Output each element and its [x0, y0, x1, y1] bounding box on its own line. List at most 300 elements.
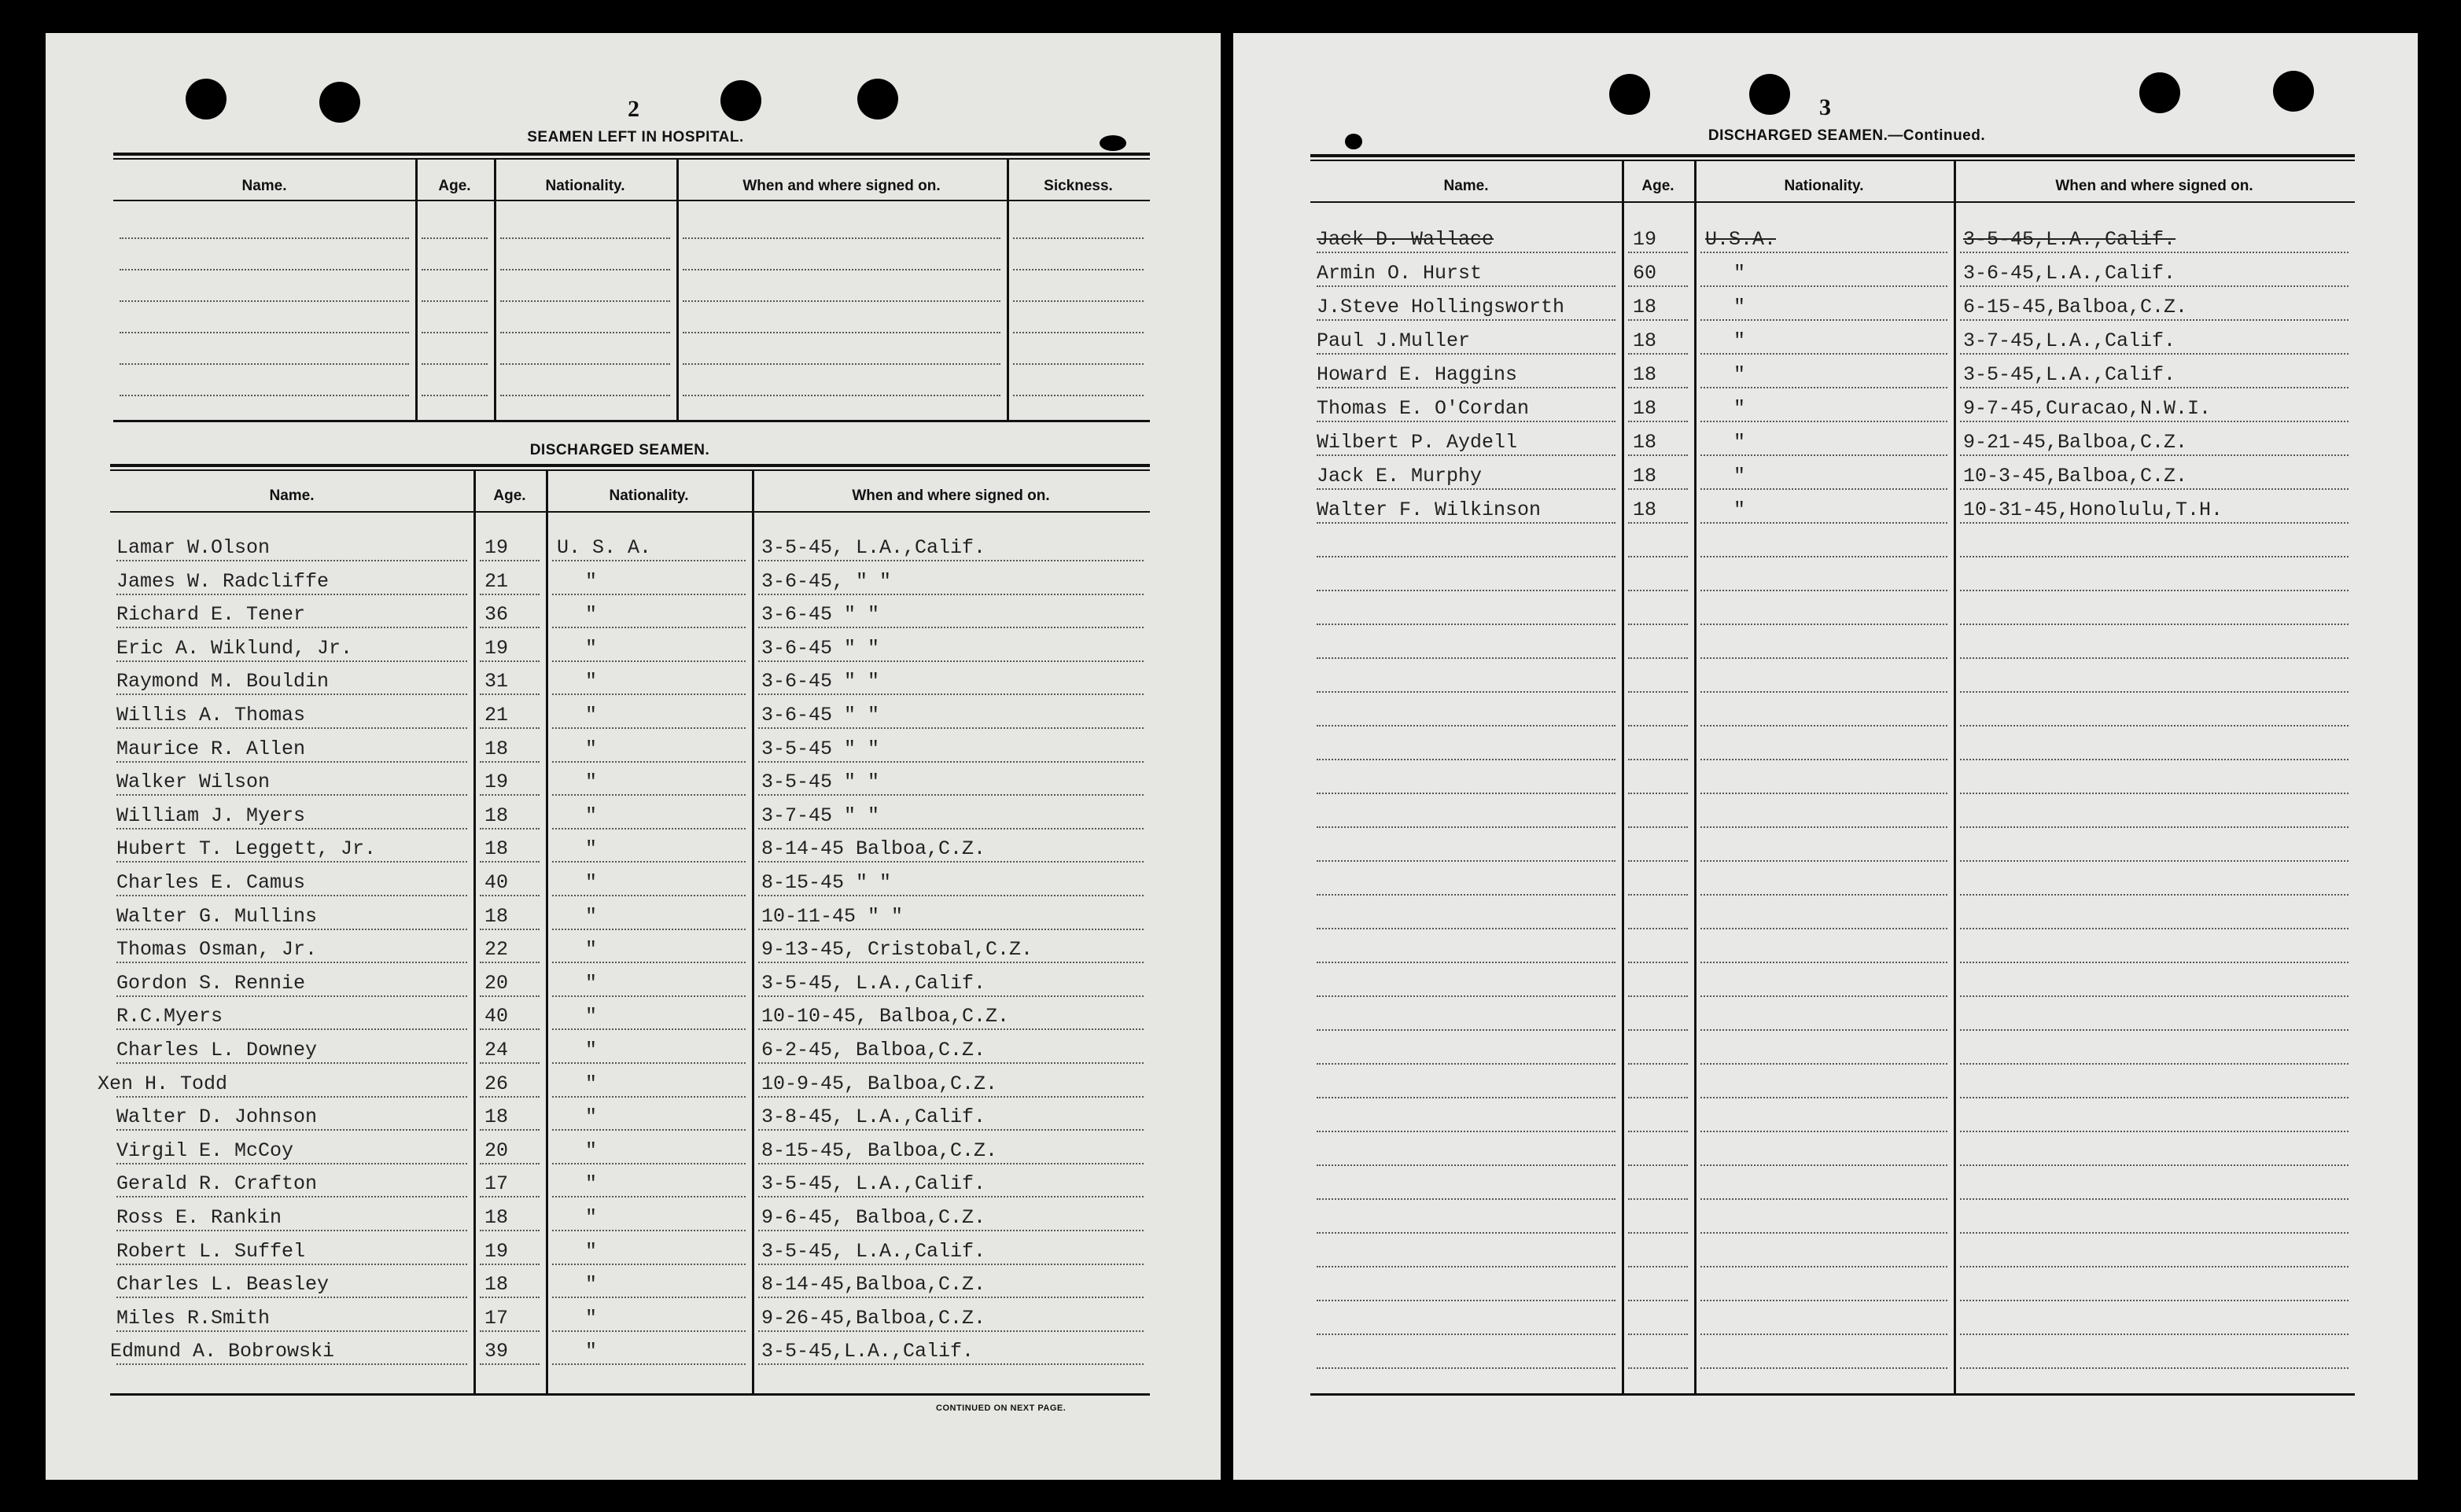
dotted-row-line: [1317, 285, 1615, 287]
dotted-row-line: [1317, 1300, 1615, 1301]
signed-on-date-place: 3-6-45 " ": [761, 603, 880, 627]
seaman-nationality: ": [585, 1172, 598, 1196]
hospital-section-title: SEAMEN LEFT IN HOSPITAL.: [527, 129, 744, 145]
dotted-row-line: [116, 828, 467, 830]
signed-on-date-place: 3-5-45, L.A.,Calif.: [761, 971, 986, 995]
dotted-row-line: [1628, 454, 1688, 456]
dotted-row-line: [116, 560, 467, 561]
dotted-row-line: [1960, 624, 2349, 625]
dotted-row-line: [552, 693, 746, 695]
ink-blot: [1345, 134, 1362, 149]
dotted-row-line: [1700, 826, 1947, 828]
dotted-row-line: [480, 1264, 540, 1265]
dotted-row-line: [552, 1129, 746, 1131]
seaman-age: 18: [484, 1273, 509, 1297]
seaman-nationality: ": [585, 904, 598, 928]
seaman-nationality: ": [585, 1239, 598, 1263]
dotted-row-line: [552, 627, 746, 628]
column-divider: [494, 159, 496, 420]
dotted-row-line: [116, 1264, 467, 1265]
seaman-age: 31: [484, 670, 509, 693]
left-page: [46, 33, 1221, 1480]
dotted-row-line: [552, 929, 746, 930]
seaman-nationality: ": [585, 804, 598, 827]
signed-on-date-place: 10-11-45 " ": [761, 904, 904, 928]
seaman-name: Charles L. Downey: [116, 1039, 318, 1061]
header-age: Age.: [1641, 178, 1674, 194]
seaman-nationality: ": [585, 971, 598, 995]
dotted-row-line: [552, 761, 746, 763]
dotted-row-line: [1700, 1164, 1947, 1166]
dotted-row-line: [480, 895, 540, 896]
dotted-row-line: [1317, 1164, 1615, 1166]
header-name: Name.: [241, 178, 287, 194]
dotted-row-line: [1013, 300, 1144, 302]
dotted-row-line: [1628, 1164, 1688, 1166]
seaman-age: 19: [484, 536, 509, 559]
dotted-row-line: [1960, 691, 2349, 693]
dotted-row-line: [116, 861, 467, 863]
dotted-row-line: [1628, 962, 1688, 963]
column-divider: [676, 159, 679, 420]
dotted-row-line: [1628, 522, 1688, 524]
dotted-row-line: [1628, 421, 1688, 422]
dotted-row-line: [1960, 1063, 2349, 1065]
header-name: Name.: [269, 487, 315, 504]
dotted-row-line: [758, 794, 1144, 796]
dotted-row-line: [552, 995, 746, 997]
seaman-name: Willis A. Thomas: [116, 704, 306, 727]
dotted-row-line: [1960, 285, 2349, 287]
dotted-row-line: [422, 332, 488, 333]
dotted-row-line: [1700, 793, 1947, 794]
seaman-name: Lamar W.Olson: [116, 536, 271, 559]
dotted-row-line: [1960, 725, 2349, 727]
header-signed-on: When and where signed on.: [742, 178, 941, 194]
signed-on-date-place: 6-15-45,Balboa,C.Z.: [1963, 296, 2188, 318]
seaman-name: Maurice R. Allen: [116, 737, 306, 760]
dotted-row-line: [1960, 995, 2349, 997]
dotted-row-line: [552, 660, 746, 662]
dotted-row-line: [1700, 454, 1947, 456]
dotted-row-line: [116, 1363, 467, 1365]
seaman-nationality: ": [585, 837, 598, 861]
dotted-row-line: [116, 1230, 467, 1231]
dotted-row-line: [1317, 826, 1615, 828]
dotted-row-line: [758, 1129, 1144, 1131]
dotted-row-line: [116, 594, 467, 595]
dotted-row-line: [116, 1196, 467, 1197]
table-bottom-rule: [113, 420, 1150, 422]
dotted-row-line: [480, 1062, 540, 1064]
seaman-age: 39: [484, 1340, 509, 1363]
dotted-row-line: [116, 929, 467, 930]
seaman-age: 40: [484, 1005, 509, 1028]
dotted-row-line: [1700, 252, 1947, 253]
dotted-row-line: [1317, 962, 1615, 963]
signed-on-date-place: 10-9-45, Balboa,C.Z.: [761, 1072, 998, 1095]
table-bottom-rule: [110, 1393, 1150, 1396]
signed-on-date-place: 8-14-45,Balboa,C.Z.: [761, 1273, 986, 1297]
dotted-row-line: [1628, 624, 1688, 625]
dotted-row-line: [1700, 759, 1947, 760]
dotted-row-line: [1700, 1334, 1947, 1335]
dotted-row-line: [1013, 269, 1144, 270]
seaman-nationality: ": [1733, 465, 1746, 487]
dotted-row-line: [1960, 353, 2349, 355]
dotted-row-line: [552, 861, 746, 863]
dotted-row-line: [1317, 590, 1615, 591]
seaman-name: Edmund A. Bobrowski: [110, 1340, 335, 1363]
dotted-row-line: [683, 300, 1000, 302]
seaman-age: 20: [484, 1139, 509, 1162]
dotted-row-line: [1700, 1232, 1947, 1234]
header-nationality: Nationality.: [545, 178, 625, 194]
header-rule: [110, 511, 1150, 513]
column-divider: [1622, 160, 1624, 1393]
dotted-row-line: [480, 1096, 540, 1098]
dotted-row-line: [480, 693, 540, 695]
dotted-row-line: [1960, 860, 2349, 862]
page-number: 2: [628, 96, 639, 122]
dotted-row-line: [116, 794, 467, 796]
dotted-row-line: [1317, 793, 1615, 794]
seaman-nationality: ": [1733, 498, 1746, 521]
dotted-row-line: [683, 237, 1000, 239]
dotted-row-line: [1960, 1029, 2349, 1031]
dotted-row-line: [480, 727, 540, 729]
dotted-row-line: [116, 1297, 467, 1298]
dotted-row-line: [1700, 1367, 1947, 1369]
page-number: 3: [1819, 94, 1831, 120]
seaman-nationality: ": [585, 938, 598, 962]
seaman-nationality: ": [585, 704, 598, 727]
dotted-row-line: [116, 1163, 467, 1164]
seaman-age: 36: [484, 603, 509, 627]
dotted-row-line: [120, 237, 409, 239]
punch-hole: [1609, 74, 1650, 115]
seaman-name: Virgil E. McCoy: [116, 1139, 294, 1162]
dotted-row-line: [1960, 1097, 2349, 1098]
dotted-row-line: [1960, 1198, 2349, 1200]
dotted-row-line: [758, 761, 1144, 763]
seaman-name: Gordon S. Rennie: [116, 971, 306, 995]
dotted-row-line: [1700, 522, 1947, 524]
dotted-row-line: [552, 962, 746, 963]
dotted-row-line: [1628, 1334, 1688, 1335]
signed-on-date-place: 3-6-45 " ": [761, 704, 880, 727]
dotted-row-line: [1317, 522, 1615, 524]
signed-on-date-place: 9-6-45, Balboa,C.Z.: [761, 1206, 986, 1229]
dotted-row-line: [1628, 1097, 1688, 1098]
dotted-row-line: [1317, 421, 1615, 422]
dotted-row-line: [758, 1297, 1144, 1298]
seaman-age: 18: [484, 837, 509, 861]
dotted-row-line: [480, 1297, 540, 1298]
header-signed-on: When and where signed on.: [852, 487, 1050, 504]
dotted-row-line: [683, 363, 1000, 365]
signed-on-date-place: 9-13-45, Cristobal,C.Z.: [761, 938, 1033, 962]
seaman-nationality: ": [1733, 329, 1746, 352]
seaman-age: 18: [1633, 329, 1657, 352]
dotted-row-line: [1317, 725, 1615, 727]
seaman-name: Gerald R. Crafton: [116, 1172, 318, 1196]
seaman-name: Jack E. Murphy: [1317, 465, 1483, 487]
dotted-row-line: [758, 627, 1144, 628]
dotted-row-line: [422, 269, 488, 270]
seaman-age: 18: [484, 1105, 509, 1129]
dotted-row-line: [1960, 1131, 2349, 1132]
dotted-row-line: [1317, 928, 1615, 929]
dotted-row-line: [552, 1363, 746, 1365]
dotted-row-line: [1628, 995, 1688, 997]
right-page: [1233, 33, 2418, 1480]
dotted-row-line: [1317, 1131, 1615, 1132]
dotted-row-line: [480, 929, 540, 930]
dotted-row-line: [1628, 691, 1688, 693]
dotted-row-line: [1628, 556, 1688, 557]
signed-on-date-place: 3-6-45,L.A.,Calif.: [1963, 262, 2176, 285]
dotted-row-line: [1700, 624, 1947, 625]
dotted-row-line: [758, 1330, 1144, 1332]
dotted-row-line: [500, 269, 670, 270]
seaman-nationality: ": [585, 569, 598, 593]
signed-on-date-place: 8-15-45, Balboa,C.Z.: [761, 1139, 998, 1162]
dotted-row-line: [116, 895, 467, 896]
seaman-nationality: ": [585, 1306, 598, 1330]
dotted-row-line: [480, 1230, 540, 1231]
dotted-row-line: [1700, 1029, 1947, 1031]
dotted-row-line: [1628, 488, 1688, 490]
seaman-name: Jack D. Wallace: [1317, 228, 1494, 251]
signed-on-date-place: 9-26-45,Balboa,C.Z.: [761, 1306, 986, 1330]
seaman-age: 60: [1633, 262, 1657, 285]
dotted-row-line: [1628, 1300, 1688, 1301]
dotted-row-line: [1013, 332, 1144, 333]
dotted-row-line: [480, 761, 540, 763]
punch-hole: [720, 80, 761, 121]
seaman-name: Xen H. Todd: [98, 1072, 228, 1095]
signed-on-date-place: 3-6-45 " ": [761, 636, 880, 660]
dotted-row-line: [480, 627, 540, 628]
signed-on-date-place: 10-10-45, Balboa,C.Z.: [761, 1005, 1010, 1028]
seaman-nationality: ": [585, 771, 598, 794]
dotted-row-line: [1628, 1266, 1688, 1267]
dotted-row-line: [552, 1264, 746, 1265]
dotted-row-line: [1628, 353, 1688, 355]
dotted-row-line: [1628, 1029, 1688, 1031]
table-top-rule: [113, 153, 1150, 156]
seaman-age: 24: [484, 1039, 509, 1061]
dotted-row-line: [480, 594, 540, 595]
signed-on-date-place: 3-5-45, L.A.,Calif.: [761, 536, 986, 559]
dotted-row-line: [500, 300, 670, 302]
dotted-row-line: [1700, 353, 1947, 355]
dotted-row-line: [116, 660, 467, 662]
dotted-row-line: [552, 895, 746, 896]
signed-on-date-place: 3-5-45,L.A.,Calif.: [1963, 228, 2176, 251]
dotted-row-line: [1960, 590, 2349, 591]
dotted-row-line: [1700, 657, 1947, 659]
dotted-row-line: [1317, 1029, 1615, 1031]
column-divider: [473, 470, 476, 1393]
dotted-row-line: [758, 727, 1144, 729]
dotted-row-line: [1317, 657, 1615, 659]
dotted-row-line: [1960, 252, 2349, 253]
dotted-row-line: [480, 861, 540, 863]
seaman-nationality: U. S. A.: [557, 536, 652, 559]
signed-on-date-place: 9-7-45,Curacao,N.W.I.: [1963, 397, 2212, 420]
dotted-row-line: [1700, 894, 1947, 896]
dotted-row-line: [1960, 1334, 2349, 1335]
dotted-row-line: [1700, 962, 1947, 963]
dotted-row-line: [1700, 1266, 1947, 1267]
dotted-row-line: [552, 1096, 746, 1098]
dotted-row-line: [552, 828, 746, 830]
table-top-rule: [1310, 160, 2355, 161]
dotted-row-line: [1960, 421, 2349, 422]
dotted-row-line: [1700, 1300, 1947, 1301]
dotted-row-line: [1317, 1334, 1615, 1335]
dotted-row-line: [683, 395, 1000, 396]
signed-on-date-place: 3-5-45,L.A.,Calif.: [761, 1340, 974, 1363]
punch-hole: [319, 82, 360, 123]
signed-on-date-place: 3-7-45 " ": [761, 804, 880, 827]
dotted-row-line: [120, 300, 409, 302]
dotted-row-line: [1960, 556, 2349, 557]
dotted-row-line: [116, 1062, 467, 1064]
dotted-row-line: [1960, 454, 2349, 456]
dotted-row-line: [500, 237, 670, 239]
seaman-age: 19: [1633, 228, 1657, 251]
dotted-row-line: [552, 1230, 746, 1231]
signed-on-date-place: 9-21-45,Balboa,C.Z.: [1963, 431, 2188, 454]
dotted-row-line: [1700, 421, 1947, 422]
dotted-row-line: [1628, 793, 1688, 794]
dotted-row-line: [480, 1028, 540, 1030]
seaman-nationality: ": [1733, 296, 1746, 318]
header-nationality: Nationality.: [609, 487, 689, 504]
seaman-age: 18: [1633, 465, 1657, 487]
dotted-row-line: [683, 269, 1000, 270]
dotted-row-line: [422, 363, 488, 365]
dotted-row-line: [500, 332, 670, 333]
dotted-row-line: [480, 828, 540, 830]
dotted-row-line: [1628, 252, 1688, 253]
seaman-name: Wilbert P. Aydell: [1317, 431, 1518, 454]
seaman-age: 21: [484, 704, 509, 727]
seaman-nationality: ": [585, 1039, 598, 1061]
dotted-row-line: [116, 1028, 467, 1030]
header-nationality: Nationality.: [1784, 178, 1864, 194]
dotted-row-line: [758, 660, 1144, 662]
dotted-row-line: [552, 1297, 746, 1298]
signed-on-date-place: 10-3-45,Balboa,C.Z.: [1963, 465, 2188, 487]
dotted-row-line: [1317, 691, 1615, 693]
dotted-row-line: [1960, 759, 2349, 760]
seaman-nationality: ": [1733, 431, 1746, 454]
dotted-row-line: [1700, 928, 1947, 929]
dotted-row-line: [480, 1330, 540, 1332]
signed-on-date-place: 3-5-45, L.A.,Calif.: [761, 1239, 986, 1263]
seaman-name: Charles L. Beasley: [116, 1273, 330, 1297]
dotted-row-line: [1700, 319, 1947, 321]
dotted-row-line: [116, 693, 467, 695]
dotted-row-line: [1960, 962, 2349, 963]
dotted-row-line: [1628, 894, 1688, 896]
seaman-name: Richard E. Tener: [116, 603, 306, 627]
signed-on-date-place: 3-5-45, L.A.,Calif.: [761, 1172, 986, 1196]
dotted-row-line: [1628, 928, 1688, 929]
dotted-row-line: [1628, 1131, 1688, 1132]
dotted-row-line: [480, 1129, 540, 1131]
dotted-row-line: [758, 1028, 1144, 1030]
seaman-age: 18: [1633, 296, 1657, 318]
seaman-age: 18: [1633, 397, 1657, 420]
dotted-row-line: [1628, 1367, 1688, 1369]
dotted-row-line: [552, 1163, 746, 1164]
seaman-name: Eric A. Wiklund, Jr.: [116, 636, 353, 660]
dotted-row-line: [758, 895, 1144, 896]
punch-hole: [186, 79, 227, 120]
dotted-row-line: [1960, 1266, 2349, 1267]
dotted-row-line: [1628, 590, 1688, 591]
dotted-row-line: [1700, 725, 1947, 727]
seaman-name: Walker Wilson: [116, 771, 271, 794]
dotted-row-line: [480, 794, 540, 796]
seaman-age: 18: [1633, 431, 1657, 454]
dotted-row-line: [1317, 1232, 1615, 1234]
dotted-row-line: [1700, 1063, 1947, 1065]
dotted-row-line: [422, 300, 488, 302]
dotted-row-line: [552, 1028, 746, 1030]
dotted-row-line: [758, 929, 1144, 930]
seaman-nationality: ": [1733, 397, 1746, 420]
seaman-nationality: ": [585, 737, 598, 760]
dotted-row-line: [500, 363, 670, 365]
dotted-row-line: [1317, 894, 1615, 896]
header-name: Name.: [1443, 178, 1489, 194]
seaman-nationality: ": [585, 1206, 598, 1229]
dotted-row-line: [120, 395, 409, 396]
signed-on-date-place: 3-5-45 " ": [761, 771, 880, 794]
seaman-nationality: ": [585, 1273, 598, 1297]
table-top-rule: [110, 469, 1150, 471]
dotted-row-line: [758, 861, 1144, 863]
seaman-nationality: ": [585, 603, 598, 627]
dotted-row-line: [1317, 1266, 1615, 1267]
column-divider: [1954, 160, 1956, 1393]
seaman-name: Miles R.Smith: [116, 1306, 271, 1330]
header-sickness: Sickness.: [1044, 178, 1113, 194]
dotted-row-line: [1628, 1198, 1688, 1200]
dotted-row-line: [1960, 1300, 2349, 1301]
dotted-row-line: [552, 1062, 746, 1064]
seaman-name: Armin O. Hurst: [1317, 262, 1483, 285]
seaman-name: Hubert T. Leggett, Jr.: [116, 837, 377, 861]
continued-note: CONTINUED ON NEXT PAGE.: [936, 1403, 1067, 1413]
dotted-row-line: [116, 995, 467, 997]
seaman-name: R.C.Myers: [116, 1005, 223, 1028]
dotted-row-line: [1317, 624, 1615, 625]
dotted-row-line: [758, 1163, 1144, 1164]
dotted-row-line: [480, 1363, 540, 1365]
seaman-age: 19: [484, 636, 509, 660]
dotted-row-line: [1700, 488, 1947, 490]
dotted-row-line: [1700, 995, 1947, 997]
dotted-row-line: [1628, 826, 1688, 828]
dotted-row-line: [1317, 556, 1615, 557]
